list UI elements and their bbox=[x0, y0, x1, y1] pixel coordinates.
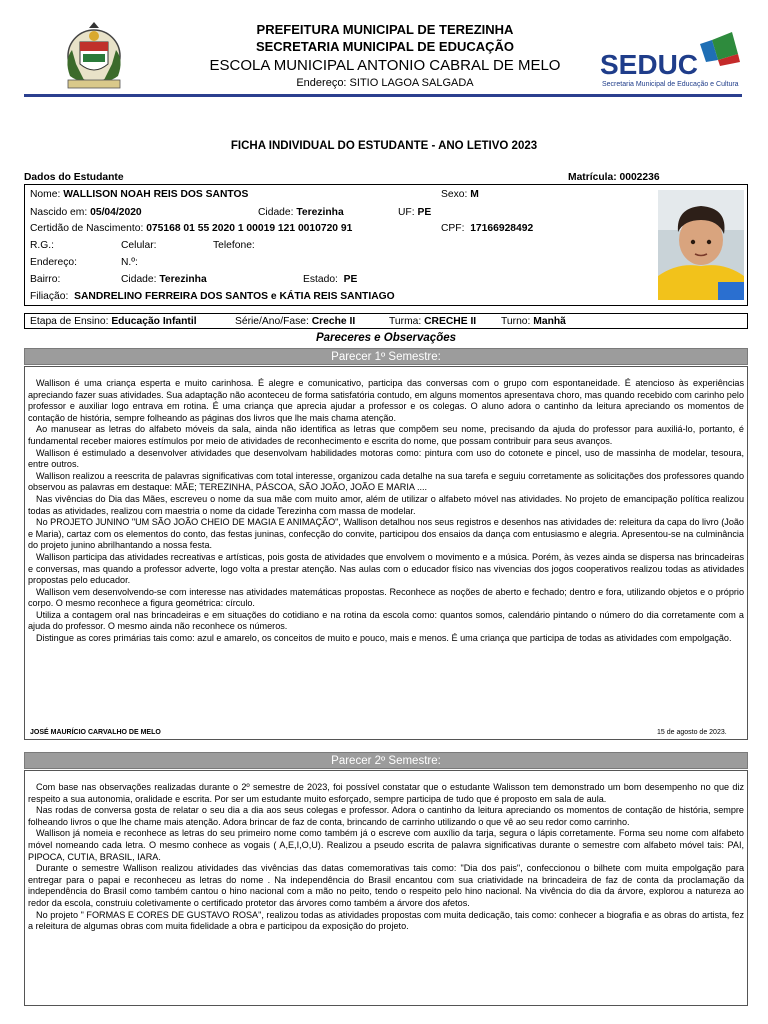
semestre1-paragraph: Nas vivências do Dia das Mães, escreveu o nome da sua mãe com muito amor, além de utilizar o alfabeto móvel nas atividades. No projeto de emancipação política realizou todas as atividades, realizou com maestria o nome da cidade Terezinha com massa de modelar. bbox=[28, 493, 744, 516]
header-secretaria: SECRETARIA MUNICIPAL DE EDUCAÇÃO bbox=[255, 39, 515, 54]
semestre1-paragraph: Wallison vem desenvolvendo-se com interesse nas atividades matemáticas propostas. Reconhece as noções de aberto e fechado; dentro e fora, utilizando objetos e o próprio corpo. O mesmo reconhece a figura geométrica: círculo. bbox=[28, 586, 744, 609]
estado-row bbox=[303, 273, 357, 286]
semester1-heading: Parecer 1º Semestre: bbox=[24, 348, 748, 365]
address-city: Terezinha bbox=[159, 274, 207, 285]
filiacao-label: Filiação: bbox=[30, 291, 69, 302]
cidade-label: Cidade: bbox=[258, 207, 294, 218]
turno-label: Turno: bbox=[501, 316, 531, 327]
semestre2-paragraph: Nas rodas de conversa gosta de relatar o seu dia a dia aos seus colegas e professor. Adora o cantinho da leitura apreciando os momentos de contação de história, sempre folheando livros o que lhe chame mais atenção. Adora brincar de faz de conta, brincando de carrinho utilizando o que vê ao seu redor como carrinho. bbox=[28, 805, 744, 827]
seduc-logo bbox=[600, 30, 745, 90]
header-divider bbox=[24, 94, 742, 97]
student-photo bbox=[658, 190, 744, 300]
birth-date: 05/04/2020 bbox=[90, 207, 142, 218]
seduc-subtitle: Secretaria Municipal de Educação e Cultura bbox=[602, 81, 739, 88]
cidade2-row bbox=[121, 273, 207, 286]
signature: JOSÉ MAURÍCIO CARVALHO DE MELO bbox=[30, 729, 161, 736]
cpf-value: 17166928492 bbox=[470, 223, 534, 234]
numero-label: N.º: bbox=[121, 257, 138, 268]
nome-row bbox=[30, 188, 248, 201]
rg-label: R.G.: bbox=[30, 240, 55, 251]
pareceres-title: Pareceres e Observações bbox=[315, 332, 457, 344]
semestre2-paragraph: No projeto " FORMAS E CORES DE GUSTAVO ROSA", realizou todas as atividades propostas com muita dedicação, tais como: conhecer a biografia e as obras do artista, fez a releitura de algumas obras com muita fidelidade a obra e participou da exposição do projeto. bbox=[28, 909, 744, 932]
certidao-row bbox=[30, 222, 352, 235]
turma-label: Turma: bbox=[389, 316, 422, 327]
student-section-label: Dados do Estudante bbox=[24, 172, 124, 183]
nascido-row bbox=[30, 206, 142, 219]
turma-value: CRECHE II bbox=[424, 316, 477, 327]
certidao-label: Certidão de Nascimento: bbox=[30, 223, 144, 234]
uf-label: UF: bbox=[398, 207, 415, 218]
etapa-row bbox=[30, 315, 197, 328]
turma-row bbox=[389, 315, 476, 328]
semester2-heading: Parecer 2º Semestre: bbox=[24, 752, 748, 769]
certidao-number: 075168 01 55 2020 1 00019 121 0010720 91 bbox=[146, 223, 353, 234]
semestre1-paragraph: Distingue as cores primárias tais como: azul e amarelo, os conceitos de muito e pouco, mais e menos. É uma criança que participa de todas as atividades com empolgação. bbox=[36, 633, 732, 644]
uf-row bbox=[398, 206, 431, 219]
header-address: Endereço: SITIO LAGOA SALGADA bbox=[296, 77, 474, 89]
cpf-label: CPF: bbox=[441, 223, 465, 234]
nascido-label: Nascido em: bbox=[30, 207, 88, 218]
semestre1-paragraph: Wallison participa das atividades recreativas e artísticas, pois gosta de atividades que envolvem o movimento e a música. Porém, às vezes ainda se dispersa nas brincadeiras e conversas, mas quando a professor adverte, logo volta a prestar atenção. Nas aulas com o educador físico nas vivencias dos jogos cooperativos realizou todas as atividades propostas pelo educador. bbox=[28, 551, 744, 586]
sexo-row bbox=[441, 188, 479, 201]
estado-label: Estado: bbox=[303, 274, 338, 285]
document-title: FICHA INDIVIDUAL DO ESTUDANTE - ANO LETIVO 2023 bbox=[230, 140, 538, 152]
estado-value: PE bbox=[343, 274, 358, 285]
seduc-logo-text: SEDUC bbox=[600, 49, 699, 80]
turno-value: Manhã bbox=[533, 316, 566, 327]
semestre1-paragraph: Wallison é estimulado a desenvolver atividades que desenvolvam habilidades motoras como: pintura com uso do cotonete e pincel, uso de massinha de modelar, tesoura, entre outros. bbox=[28, 447, 744, 470]
bairro-label: Bairro: bbox=[30, 274, 61, 285]
etapa-value: Educação Infantil bbox=[111, 316, 197, 327]
sexo-value: M bbox=[470, 189, 479, 200]
semestre1-paragraph: Ao manusear as letras do alfabeto móveis da sala, ainda não identifica as letras que compõem seu nome, precisando da ajuda do professor para auxiliá-lo, portanto, é fundamental receber maiores estímulos por meio de atividades de reconhecimento e escrita do nome, que possam contribuir para seus avanços. bbox=[28, 424, 744, 446]
cidade-row bbox=[258, 206, 344, 219]
uf-value: PE bbox=[417, 207, 432, 218]
cidade2-label: Cidade: bbox=[121, 274, 157, 285]
matricula: Matrícula: 0002236 bbox=[568, 172, 660, 183]
semester1-date: 15 de agosto de 2023. bbox=[657, 729, 727, 736]
semestre1-paragraph: Wallison realizou a reescrita de palavras significativas com total interesse, organizou cada detalhe na sua tarefa e seguiu corretamente as solicitações dos professores quando observou as palavras em destaque: MÃE; TEREZINHA, PÁSCOA, SÃO JOÃO, JOÃO E MARIA .... bbox=[28, 470, 744, 493]
serie-row bbox=[235, 315, 355, 328]
filiacao-row bbox=[30, 290, 395, 303]
semester2-text bbox=[28, 782, 744, 933]
student-name: WALLISON NOAH REIS DOS SANTOS bbox=[63, 189, 249, 200]
header-school-name: ESCOLA MUNICIPAL ANTONIO CABRAL DE MELO bbox=[209, 57, 561, 74]
serie-value: Creche II bbox=[311, 316, 356, 327]
birth-city: Terezinha bbox=[296, 207, 344, 218]
semestre1-paragraph: Wallison é uma criança esperta e muito carinhosa. É alegre e comunicativo, participa das conversas com o grupo com espontaneidade. É atencioso às experiências apreciando fazer suas atividades. Sua adaptação não aconteceu de forma satisfatória contudo, em alguns momentos apresentava choro, mas quando recebido com carinho pelo professor e auxiliar logo entrava em rotina. É uma criança que aprecia ajudar a professor e os colegas. O aluno adora o cantinho da leitura apreciando os momentos de contação de história, sempre folheando as páginas dos livros que lhe mais chama atenção. bbox=[28, 378, 744, 423]
semestre1-paragraph: No PROJETO JUNINO "UM SÃO JOÃO CHEIO DE MAGIA E ANIMAÇÃO", Wallison detalhou nos seus registros e desenhos nas atividades de: releitura da capa do livro (João e Maria), cartaz com os elementos do conto, das festas juninas, confecção do convite, participou dos ensaios da dança com entusiasmo e alegria. Apresentou-se na culminância do projeto junino abrilhantando a nossa festa. bbox=[28, 517, 744, 551]
municipal-crest-logo bbox=[58, 20, 130, 96]
nome-label: Nome: bbox=[30, 189, 61, 200]
semestre2-paragraph: Wallison já nomeia e reconhece as letras do seu primeiro nome como também já o escreve com auxílio da tarja, segura o lápis corretamente. Forma seu nome com alfabeto móvel nomeando cada letra. O mesmo conhece as vogais ( A,E,I,O,U). Realizou a pseudo escrita de palavra significativas durante o semestre com alfabeto móvel tais: PAI, PIPOCA, CUTIA, BRASIL, IARA. bbox=[28, 828, 744, 862]
semester1-text bbox=[28, 378, 744, 645]
filiacao-value: SANDRELINO FERREIRA DOS SANTOS e KÁTIA REIS SANTIAGO bbox=[74, 291, 395, 302]
etapa-label: Etapa de Ensino: bbox=[30, 316, 109, 327]
endereco-label: Endereço: bbox=[30, 257, 77, 268]
header-prefeitura: PREFEITURA MUNICIPAL DE TEREZINHA bbox=[256, 22, 514, 37]
celular-label: Celular: bbox=[121, 240, 157, 251]
cpf-row bbox=[441, 222, 533, 235]
sexo-label: Sexo: bbox=[441, 189, 468, 200]
serie-label: Série/Ano/Fase: bbox=[235, 316, 309, 327]
semestre2-paragraph: Com base nas observações realizadas durante o 2º semestre de 2023, foi possível constatar que o estudante Walisson tem demonstrado um bom desempenho no que diz respeito a sua autonomia, oralidade e escrita. Por ser um estudante muito esforçado, sempre participa de tudo que é proposto em sala de aula. bbox=[28, 782, 744, 804]
semestre2-paragraph: Durante o semestre Wallison realizou atividades das vivências das datas comemorativas tais como: "Dia dos pais", confeccionou o bilhete com muita empolgação para entregar para o papai e reconheceu as letras do nome . Na independência do Brasil encantou com sua criatividade na brincadeira de faz de conta da proclamação da independência do Brasil como também cantou o hino nacional com a mão no peito, tendo o respeito pelo hino nacional. Na vivência do dia da árvore, explorou a natureza ao redor da escola, construiu coletivamente o certificado protetor das árvores como também a árvore dos afetos. bbox=[28, 863, 744, 908]
telefone-label: Telefone: bbox=[213, 240, 255, 251]
semestre1-paragraph: Utiliza a contagem oral nas brincadeiras e em situações do cotidiano e na rotina da escola como: quantos somos, calendário pintando o número do dia corretamente com a ajuda do professor. O mesmo ainda não reconhece os números. bbox=[28, 609, 744, 632]
turno-row bbox=[501, 315, 566, 328]
